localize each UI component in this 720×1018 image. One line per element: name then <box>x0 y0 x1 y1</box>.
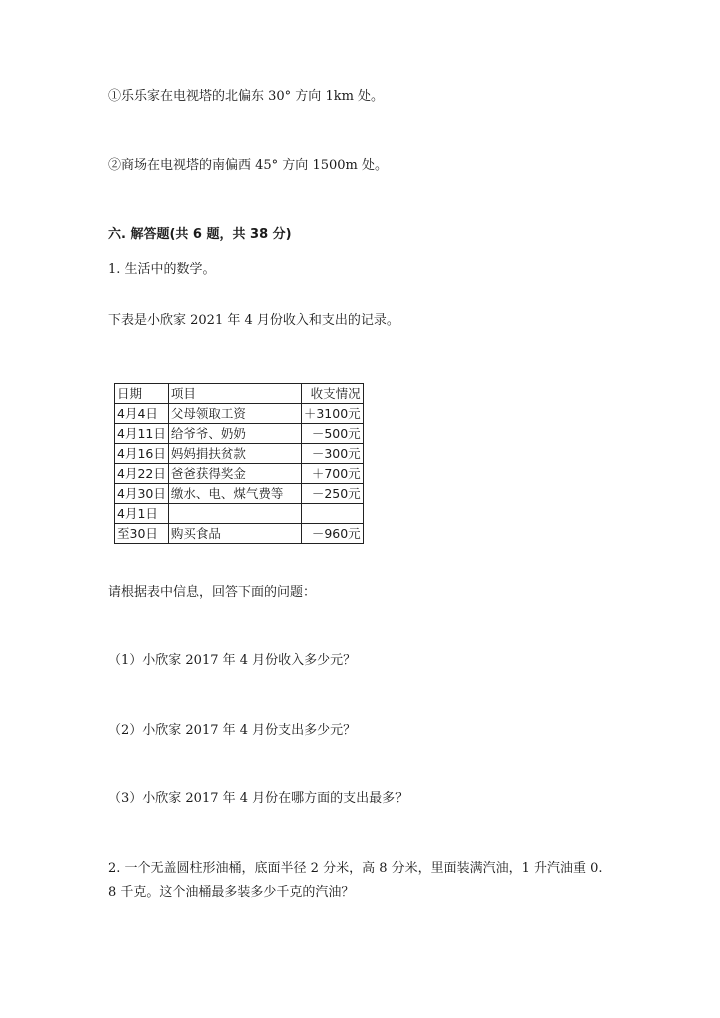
table-cell-date: 4月4日 <box>115 404 169 424</box>
table-cell-date: 4月11日 <box>115 424 169 444</box>
table-cell-amount: －960元 <box>301 524 363 544</box>
table-cell-amount: ＋700元 <box>301 464 363 484</box>
table-cell-amount: －500元 <box>301 424 363 444</box>
table-row <box>115 424 364 444</box>
table-header-cell: 日期 <box>115 384 169 404</box>
table-cell-date: 4月30日 <box>115 484 169 504</box>
question-1-sub-3: （3）小欣家 2017 年 4 月份在哪方面的支出最多？ <box>108 791 409 806</box>
table-cell-date: 4月22日 <box>115 464 169 484</box>
table-cell-amount: ＋3100元 <box>301 404 363 424</box>
table-cell-amount <box>301 504 363 524</box>
table-cell-item: 妈妈捐扶贫款 <box>168 444 301 464</box>
table-cell-item <box>168 504 301 524</box>
table-row <box>115 464 364 484</box>
question-1-prompt: 请根据表中信息，回答下面的问题： <box>108 585 317 600</box>
table-cell-amount: －250元 <box>301 484 363 504</box>
table-header-row <box>115 384 364 404</box>
table-row <box>115 504 364 524</box>
item-2: ②商场在电视塔的南偏西 45° 方向 1500m 处。 <box>108 158 388 173</box>
income-expense-table <box>114 383 364 544</box>
table-cell-date: 4月1日 <box>115 504 169 524</box>
table-row <box>115 524 364 544</box>
table-row <box>115 484 364 504</box>
item-1: ①乐乐家在电视塔的北偏东 30° 方向 1km 处。 <box>108 89 385 104</box>
question-1-sub-2: （2）小欣家 2017 年 4 月份支出多少元？ <box>108 723 357 738</box>
table-cell-item: 给爷爷、奶奶 <box>168 424 301 444</box>
table-cell-item: 爸爸获得奖金 <box>168 464 301 484</box>
table-cell-amount: －300元 <box>301 444 363 464</box>
question-1-intro: 下表是小欣家 2021 年 4 月份收入和支出的记录。 <box>108 313 400 328</box>
table-cell-item: 父母领取工资 <box>168 404 301 424</box>
question-1-title: 1. 生活中的数学。 <box>108 262 216 277</box>
table-header-cell: 收支情况 <box>301 384 363 404</box>
table-cell-item: 购买食品 <box>168 524 301 544</box>
question-2-text: 2. 一个无盖圆柱形油桶，底面半径 2 分米，高 8 分米，里面装满汽油，1 升汽油重 0. 8 千克。这个油桶最多装多少千克的汽油？ <box>108 861 603 900</box>
table-cell-item: 缴水、电、煤气费等 <box>168 484 301 504</box>
section-title: 六. 解答题(共 6 题，共 38 分) <box>108 227 292 242</box>
table-header-cell: 项目 <box>168 384 301 404</box>
table-cell-date: 至30日 <box>115 524 169 544</box>
question-1-sub-1: （1）小欣家 2017 年 4 月份收入多少元？ <box>108 653 357 668</box>
table-row <box>115 444 364 464</box>
table-cell-date: 4月16日 <box>115 444 169 464</box>
table-row <box>115 404 364 424</box>
